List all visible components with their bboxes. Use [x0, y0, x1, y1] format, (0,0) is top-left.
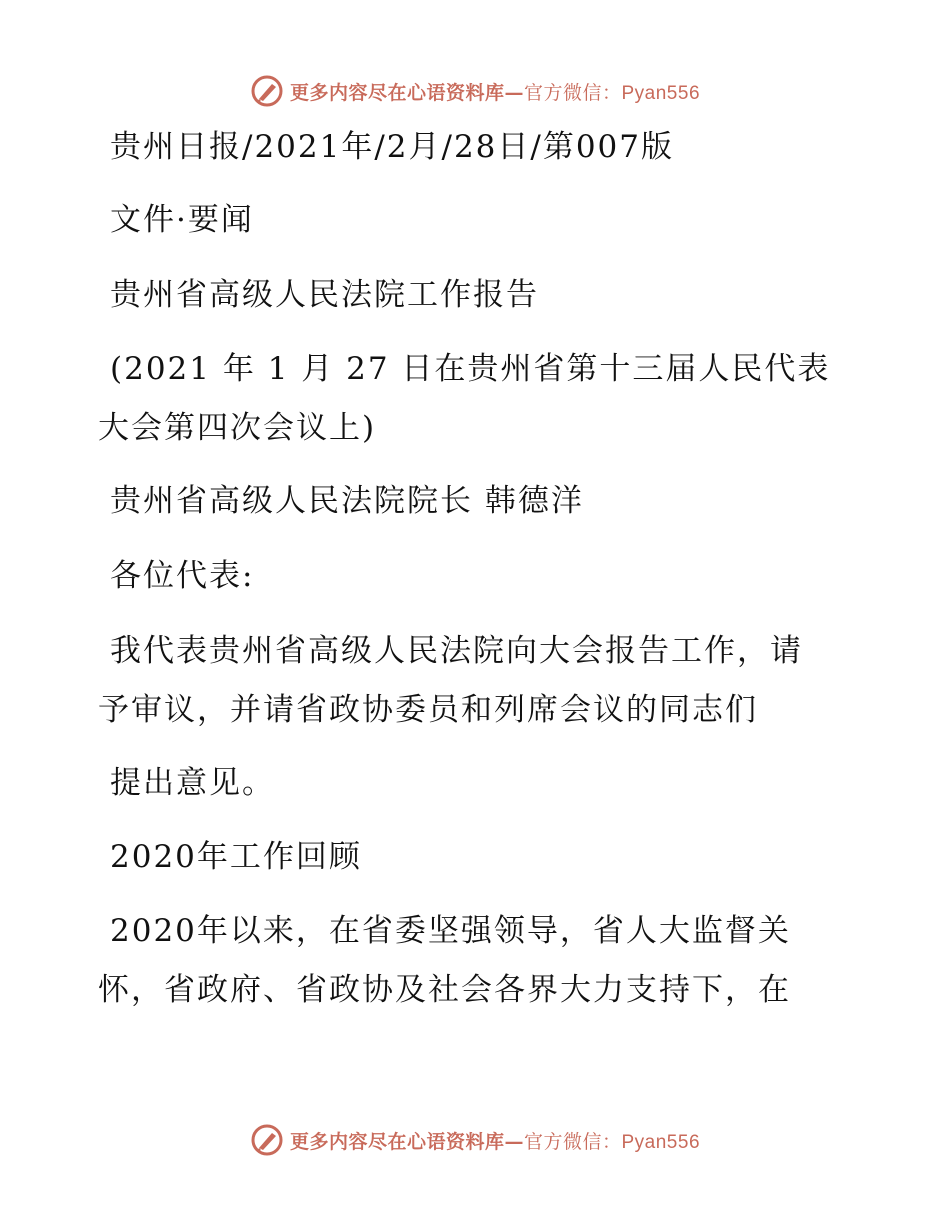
paragraph-3-line2: 怀，省政府、省政协及社会各界大力支持下，在: [98, 972, 791, 1008]
paragraph-1-line2: 予审议，并请省政协委员和列席会议的同志们: [98, 692, 758, 728]
paragraph-1-line1: 我代表贵州省高级人民法院向大会报告工作，请: [110, 633, 803, 669]
watermark-banner-top: [0, 71, 950, 111]
watermark-text: 更多内容尽在心语资料库—官方微信：Pyan556: [289, 81, 701, 104]
report-subtitle-line1: (2021 年 1 月 27 日在贵州省第十三届人民代表: [110, 351, 831, 387]
salutation: 各位代表:: [110, 558, 255, 594]
section-heading: 2020年工作回顾: [110, 839, 362, 875]
publication-line: 贵州日报/2021年/2月/28日/第007版: [110, 129, 675, 165]
pen-logo-icon: [250, 1123, 284, 1157]
watermark-text: 更多内容尽在心语资料库—官方微信：Pyan556: [289, 1130, 701, 1153]
watermark-banner-bottom: [0, 1120, 950, 1160]
report-subtitle-line2: 大会第四次会议上): [98, 410, 377, 446]
paragraph-2: 提出意见。: [110, 765, 275, 801]
section-label: 文件·要闻: [110, 202, 254, 238]
pen-logo-icon: [250, 74, 284, 108]
author-line: 贵州省高级人民法院院长 韩德洋: [110, 483, 584, 519]
paragraph-3-line1: 2020年以来，在省委坚强领导，省人大监督关: [110, 913, 791, 949]
report-title: 贵州省高级人民法院工作报告: [110, 277, 539, 313]
